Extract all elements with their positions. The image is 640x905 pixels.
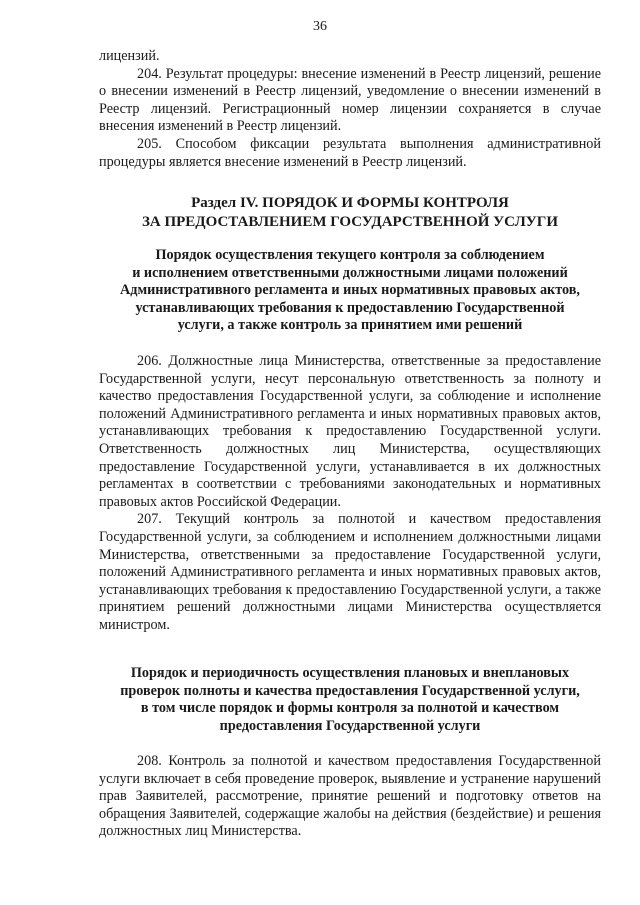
subheading-current-control-line-1: Порядок осуществления текущего контроля за соблюдением	[155, 247, 545, 263]
paragraph-continuation: лицензий.	[99, 48, 160, 64]
subheading-current-control-line-3: Административного регламента и иных нормативных правовых актов,	[120, 282, 580, 299]
text-block-quality-control	[99, 753, 601, 841]
section-heading-line-2: ЗА ПРЕДОСТАВЛЕНИЕМ ГОСУДАРСТВЕННОЙ УСЛУГИ	[141, 213, 559, 230]
section-heading-line-1: Раздел IV. ПОРЯДОК И ФОРМЫ КОНТРОЛЯ	[191, 195, 509, 211]
paragraph-204: 204. Результат процедуры: внесение изменений в Реестр лицензий, решение о внесении изменений в Реестр лицензий, уведомление о внесении изменений в Реестр лицензий. Регистрационный номер лицензии сохраняется в случае внесения изменений в Реестр лицензий.	[99, 65, 601, 135]
paragraph-205: 205. Способом фиксации результата выполнения административной процедуры является внесение изменений в Реестр лицензий.	[99, 135, 601, 170]
subheading-current-control-line-4: устанавливающих требования к предоставлению Государственной	[135, 299, 565, 316]
subheading-inspections-line-2: проверок полноты и качества предоставления Государственной услуги,	[120, 682, 580, 699]
subheading-inspections	[90, 665, 610, 735]
paragraph-206: 206. Должностные лица Министерства, ответственные за предоставление Государственной услуги, несут персональную ответственность за полноту и качество предоставления Государственной услуги, за соблюдение и исполнение положений Административного регламента и иных нормативных правовых актов, устанавливающих требования к предоставлению Государственной услуги. Ответственность должностных лиц Министерства, осуществляющих предоставление Государственной услуги, устанавливается в их должностных регламентах в соответствии с требованиями законодательных и нормативных правовых актов Российской Федерации.	[99, 353, 601, 510]
text-block-responsibility	[99, 353, 601, 635]
paragraph-208: 208. Контроль за полнотой и качеством предоставления Государственной услуги включает в себя проведение проверок, выявление и устранение нарушений прав Заявителей, рассмотрение, принятие решений и подготовку ответов на обращения Заявителей, содержащие жалобы на действия (бездействие) и решения должностных лиц Министерства.	[99, 753, 601, 840]
subheading-inspections-line-1: Порядок и периодичность осуществления плановых и внеплановых	[130, 665, 570, 681]
text-block-procedure-result	[99, 48, 601, 171]
subheading-current-control-line-2: и исполнением ответственными должностными лицами положений	[132, 264, 568, 281]
subheading-current-control-line-5: услуги, а также контроль за принятием ими решений	[177, 317, 523, 334]
subheading-inspections-line-3: в том числе порядок и формы контроля за полнотой и качеством	[140, 700, 560, 717]
section-heading	[90, 194, 610, 231]
paragraph-207: 207. Текущий контроль за полнотой и качеством предоставления Государственной услуги, за соблюдением и исполнением должностными лицами Министерства, ответственными за предоставление Государственной услуги, положений Административного регламента и иных нормативных правовых актов, устанавливающих требования к предоставлению Государственной услуги, а также принятием решений должностными лицами Министерства осуществляется министром.	[99, 511, 601, 633]
subheading-inspections-line-4: предоставления Государственной услуги	[219, 717, 481, 734]
subheading-current-control	[90, 247, 610, 335]
page-number: 36	[313, 19, 327, 34]
